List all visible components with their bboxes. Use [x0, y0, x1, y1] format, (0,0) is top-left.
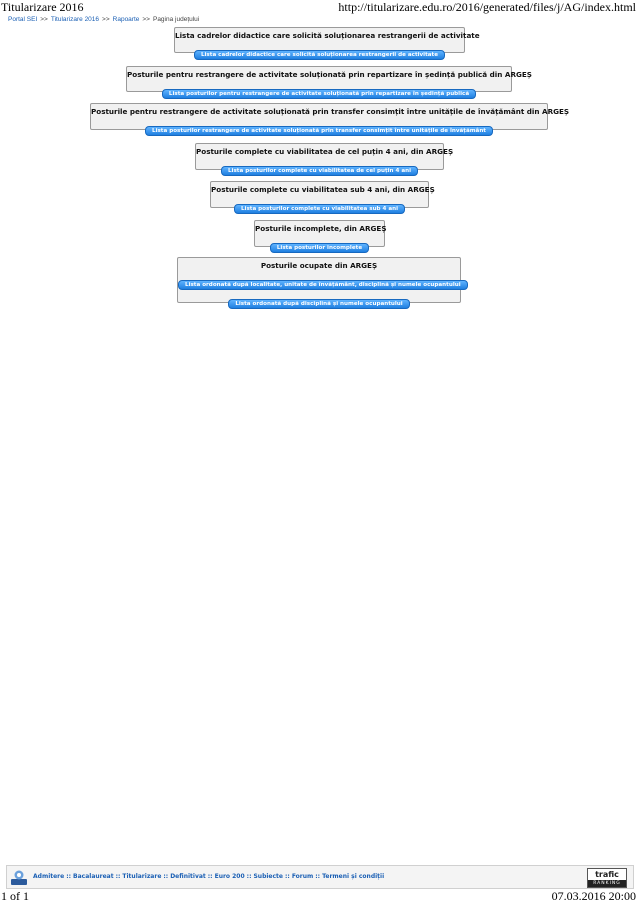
panel-restrangere-transfer: [90, 103, 570, 134]
footer-link-subiecte[interactable]: Subiecte: [253, 873, 283, 880]
breadcrumb-separator: >>: [40, 16, 48, 23]
breadcrumb-titularizare[interactable]: Titularizare 2016: [50, 16, 100, 23]
trafic-logo-text: trafic: [595, 870, 619, 879]
edu-portal-icon: [10, 869, 28, 886]
panel-title: Posturile pentru restrangere de activitate soluționată prin repartizare în ședință publică din ARGEȘ: [127, 70, 532, 79]
panel-posturi-complete-4-ani: [195, 143, 454, 174]
print-url: http://titularizare.edu.ro/2016/generated/files/j/AG/index.html: [338, 0, 636, 14]
breadcrumb-separator: >>: [102, 16, 110, 23]
link-lista-cadre-restrangere[interactable]: Lista cadrelor didactice care solicită soluționarea restrangerii de activitate: [194, 50, 445, 60]
print-header: [0, 0, 638, 16]
footer-separator: ::: [315, 873, 321, 880]
footer-link-euro-200[interactable]: Euro 200: [214, 873, 245, 880]
footer-link-definitivat[interactable]: Definitivat: [170, 873, 206, 880]
footer-separator: ::: [163, 873, 169, 880]
panel-posturi-complete-sub-4-ani: [210, 181, 435, 212]
panel-posturi-ocupate: [177, 257, 461, 307]
footer-separator: ::: [285, 873, 290, 880]
panel-title: Posturile incomplete, din ARGEȘ: [255, 224, 387, 233]
breadcrumb: [8, 16, 199, 23]
footer-link-termeni[interactable]: Termeni și condiții: [322, 873, 385, 880]
link-lista-posturi-sub-4-ani[interactable]: Lista posturilor complete cu viabilitatea sub 4 ani: [234, 204, 405, 214]
print-title: Titularizare 2016: [1, 0, 84, 14]
link-lista-ocupate-localitate[interactable]: Lista ordonată după localitate, unitate de învățământ, disciplină și numele ocupantului: [178, 280, 468, 290]
footer-link-bacalaureat[interactable]: Bacalaureat: [73, 873, 114, 880]
footer-link-titularizare[interactable]: Titularizare: [122, 873, 162, 880]
site-footer: [6, 865, 634, 889]
panel-title: Posturile ocupate din ARGEȘ: [260, 261, 378, 270]
trafic-ranking-badge[interactable]: [587, 868, 627, 888]
footer-links: [33, 873, 384, 880]
panel-posturi-incomplete: [254, 220, 387, 251]
panel-title: Posturile pentru restrangere de activitate soluționată prin transfer consimțit între unitățile de învățământ din ARGEȘ: [91, 107, 570, 116]
panel-restrangere-cadre: [174, 27, 480, 58]
print-date: 07.03.2016 20:00: [551, 889, 636, 903]
link-lista-ocupate-disciplina[interactable]: Lista ordonată după disciplină și numele ocupantului: [228, 299, 409, 309]
footer-separator: ::: [115, 873, 121, 880]
ranking-label: RANKING: [588, 880, 626, 887]
breadcrumb-separator: >>: [142, 16, 150, 23]
breadcrumb-rapoarte[interactable]: Rapoarte: [112, 16, 140, 23]
link-lista-posturi-transfer[interactable]: Lista posturilor restrangere de activitate soluționată prin transfer consimțit între unitățile de învățământ: [145, 126, 493, 136]
link-lista-posturi-sedinta-publica[interactable]: Lista posturilor pentru restrangere de activitate soluționată prin repartizare în ședință publică: [162, 89, 476, 99]
page-counter: 1 of 1: [1, 889, 29, 903]
footer-separator: ::: [207, 873, 213, 880]
link-lista-posturi-incomplete[interactable]: Lista posturilor incomplete: [270, 243, 369, 253]
panel-title: Posturile complete cu viabilitatea de cel puțin 4 ani, din ARGEȘ: [196, 147, 454, 156]
footer-separator: ::: [66, 873, 72, 880]
panel-title: Posturile complete cu viabilitatea sub 4 ani, din ARGEȘ: [211, 185, 435, 194]
panel-restrangere-sedinta-publica: [126, 66, 532, 97]
breadcrumb-current: Pagina județului: [152, 16, 200, 23]
footer-link-forum[interactable]: Forum: [291, 873, 314, 880]
footer-link-admitere[interactable]: Admitere: [33, 873, 65, 880]
panel-title: Lista cadrelor didactice care solicită soluționarea restrangerii de activitate: [175, 31, 480, 40]
footer-separator: ::: [246, 873, 252, 880]
breadcrumb-portal-sei[interactable]: Portal SEI: [8, 16, 38, 23]
link-lista-posturi-complete-4-ani[interactable]: Lista posturilor complete cu viabilitatea de cel puțin 4 ani: [221, 166, 418, 176]
